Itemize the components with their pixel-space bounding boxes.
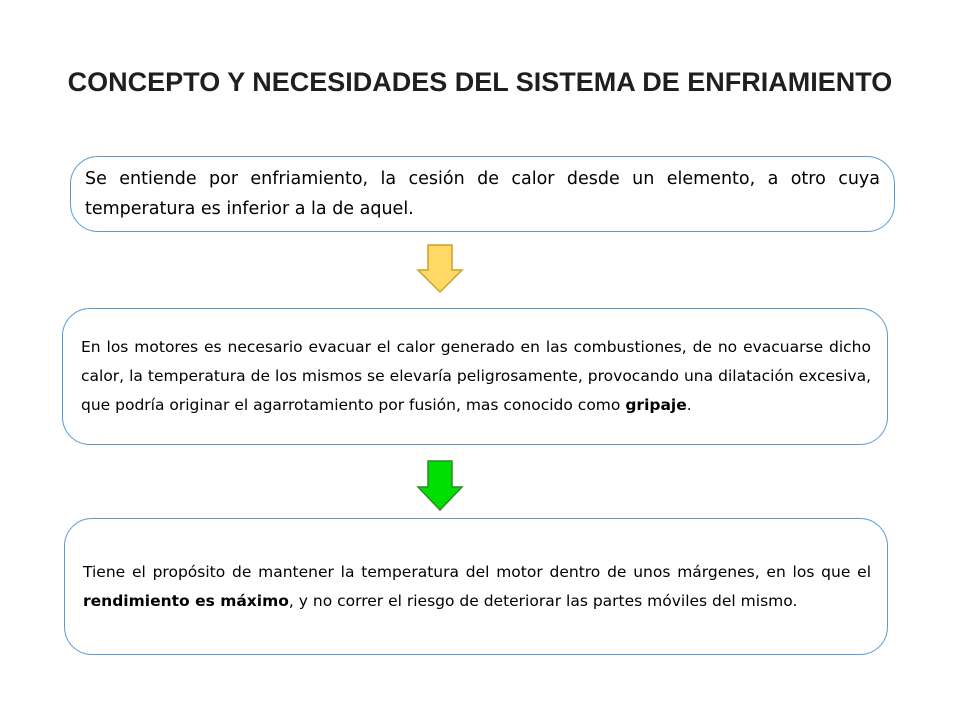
necessity-box (62, 308, 888, 445)
arrow-down-green-icon (416, 460, 464, 512)
purpose-box (64, 518, 888, 655)
definition-text: Se entiende por enfriamiento, la cesión de calor desde un elemento, a otro cuya temperatura es inferior a la de aquel. (85, 169, 880, 219)
slide-title: CONCEPTO Y NECESIDADES DEL SISTEMA DE ENFRIAMIENTO (67, 67, 893, 97)
arrow-down-yellow-icon (416, 244, 464, 294)
definition-box (70, 156, 895, 232)
purpose-text-end: , y no correr el riesgo de deteriorar las partes móviles del mismo. (288, 591, 798, 610)
necessity-text (81, 333, 871, 420)
necessity-text-end: . (686, 396, 692, 414)
necessity-highlight: gripaje (625, 396, 687, 414)
purpose-highlight: rendimiento es máximo (83, 591, 289, 610)
purpose-text (83, 558, 871, 616)
purpose-text-main: Tiene el propósito de mantener la temperatura del motor dentro de unos márgenes, en los que el (83, 562, 871, 581)
necessity-text-main: En los motores es necesario evacuar el calor generado en las combustiones, de no evacuarse dicho calor, la temperatura de los mismos se elevaría peligrosamente, provocando una dilatación excesiva, que podría originar el agarrotamiento por fusión, mas conocido como (81, 338, 871, 414)
